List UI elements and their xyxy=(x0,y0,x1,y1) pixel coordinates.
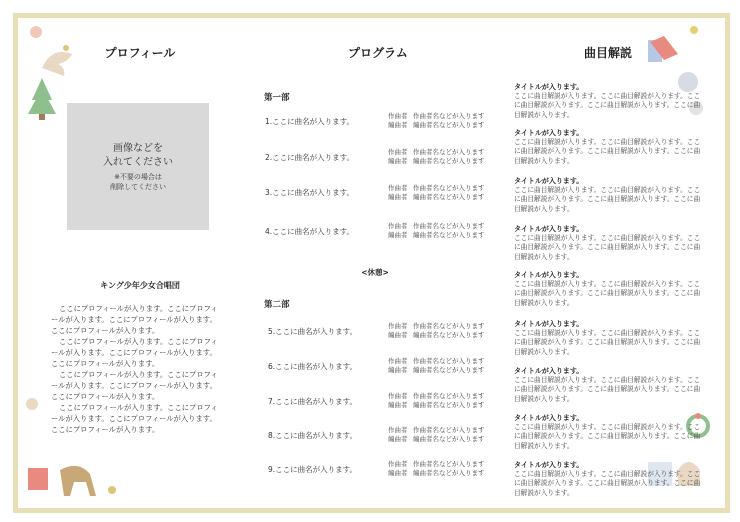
composer-line xyxy=(388,460,485,469)
note-body: ここに曲目解説が入ります。ここに曲目解説が入ります。ここに曲目解説が入ります。ここに曲目解説が入ります。ここに曲目解説が入ります。 xyxy=(514,329,701,356)
song-credit xyxy=(388,392,485,409)
arranger-role: 編曲者 xyxy=(388,120,408,129)
note-body: ここに曲目解説が入ります。ここに曲目解説が入ります。ここに曲目解説が入ります。ここに曲目解説が入ります。ここに曲目解説が入ります。 xyxy=(514,280,701,307)
note-entry xyxy=(514,414,706,451)
song-title: 8.ここに曲名が入ります。 xyxy=(268,431,358,440)
song-title: 3.ここに曲名が入ります。 xyxy=(265,188,355,197)
song-credit xyxy=(388,148,485,165)
song-credit xyxy=(388,426,485,443)
note-body: ここに曲目解説が入ります。ここに曲目解説が入ります。ここに曲目解説が入ります。ここに曲目解説が入ります。ここに曲目解説が入ります。 xyxy=(514,470,701,497)
note-body: ここに曲目解説が入ります。ここに曲目解説が入ります。ここに曲目解説が入ります。ここに曲目解説が入ります。ここに曲目解説が入ります。 xyxy=(514,423,701,450)
arranger-role: 編曲者 xyxy=(388,330,408,339)
note-title: タイトルが入ります。 xyxy=(514,367,584,375)
song-title: 4.ここに曲名が入ります。 xyxy=(265,227,355,236)
note-body: ここに曲目解説が入ります。ここに曲目解説が入ります。ここに曲目解説が入ります。ここに曲目解説が入ります。ここに曲目解説が入ります。 xyxy=(514,186,701,213)
note-entry xyxy=(514,461,706,498)
composer-name: 作曲者名などが入ります xyxy=(413,460,485,468)
notes-heading: 曲目解説 xyxy=(583,46,632,60)
arranger-line xyxy=(388,469,485,478)
note-body: ここに曲目解説が入ります。ここに曲目解説が入ります。ここに曲目解説が入ります。ここに曲目解説が入ります。ここに曲目解説が入ります。 xyxy=(514,234,701,261)
arranger-name: 編曲者名などが入ります xyxy=(413,330,485,339)
composer-name: 作曲者名などが入ります xyxy=(413,392,485,400)
note-title: タイトルが入ります。 xyxy=(514,320,584,328)
arranger-line xyxy=(388,435,485,444)
composer-role: 作曲者 xyxy=(388,357,408,365)
arranger-line xyxy=(388,121,485,130)
note-title: タイトルが入ります。 xyxy=(514,225,584,233)
arranger-line xyxy=(388,331,485,340)
composer-line xyxy=(388,322,485,331)
note-body: ここに曲目解説が入ります。ここに曲目解説が入ります。ここに曲目解説が入ります。ここに曲目解説が入ります。ここに曲目解説が入ります。 xyxy=(514,92,701,119)
arranger-name: 編曲者名などが入ります xyxy=(413,468,485,477)
composer-line xyxy=(388,148,485,157)
arranger-role: 編曲者 xyxy=(388,192,408,201)
arranger-name: 編曲者名などが入ります xyxy=(413,156,485,165)
composer-name: 作曲者名などが入ります xyxy=(413,357,485,365)
arranger-line xyxy=(388,231,485,240)
song-title: 1.ここに曲名が入ります。 xyxy=(265,117,355,126)
song-credit xyxy=(388,222,485,239)
arranger-line xyxy=(388,401,485,410)
song-credit xyxy=(388,184,485,201)
composer-name: 作曲者名などが入ります xyxy=(413,184,485,192)
arranger-name: 編曲者名などが入ります xyxy=(413,192,485,201)
composer-line xyxy=(388,357,485,366)
image-placeholder-line4: 削除してください xyxy=(110,182,166,191)
note-body: ここに曲目解説が入ります。ここに曲目解説が入ります。ここに曲目解説が入ります。ここに曲目解説が入ります。ここに曲目解説が入ります。 xyxy=(514,376,701,403)
composer-role: 作曲者 xyxy=(388,322,408,330)
song-title: 5.ここに曲名が入ります。 xyxy=(268,327,358,336)
song-title: 2.ここに曲名が入ります。 xyxy=(265,153,355,162)
profile-name: キング少年少女合唱団 xyxy=(100,281,180,290)
composer-line xyxy=(388,184,485,193)
note-body: ここに曲目解説が入ります。ここに曲目解説が入ります。ここに曲目解説が入ります。ここに曲目解説が入ります。ここに曲目解説が入ります。 xyxy=(514,138,701,165)
song-credit xyxy=(388,460,485,477)
composer-line xyxy=(388,426,485,435)
song-title: 9.ここに曲名が入ります。 xyxy=(268,465,358,474)
note-entry xyxy=(514,129,706,166)
song-credit xyxy=(388,112,485,129)
composer-name: 作曲者名などが入ります xyxy=(413,426,485,434)
image-placeholder-line3: ※不要の場合は xyxy=(114,172,162,181)
arranger-line xyxy=(388,366,485,375)
image-placeholder-line2: 入れてください xyxy=(103,156,173,168)
arranger-line xyxy=(388,157,485,166)
composer-line xyxy=(388,222,485,231)
image-placeholder-line1: 画像などを xyxy=(113,142,163,154)
song-credit xyxy=(388,322,485,339)
note-entry xyxy=(514,83,706,120)
note-title: タイトルが入ります。 xyxy=(514,177,584,185)
arranger-role: 編曲者 xyxy=(388,468,408,477)
note-title: タイトルが入ります。 xyxy=(514,461,584,469)
profile-paragraph: ここにプロフィールが入ります。ここにプロフィールが入ります。ここにプロフィールが入ります。ここにプロフィールが入ります。 xyxy=(51,403,218,434)
composer-name: 作曲者名などが入ります xyxy=(413,222,485,230)
composer-role: 作曲者 xyxy=(388,392,408,400)
arranger-role: 編曲者 xyxy=(388,434,408,443)
song-credit xyxy=(388,357,485,374)
note-title: タイトルが入ります。 xyxy=(514,414,584,422)
image-placeholder xyxy=(67,103,209,230)
composer-role: 作曲者 xyxy=(388,148,408,156)
composer-role: 作曲者 xyxy=(388,222,408,230)
composer-name: 作曲者名などが入ります xyxy=(413,322,485,330)
song-title: 7.ここに曲名が入ります。 xyxy=(268,397,358,406)
note-entry xyxy=(514,271,706,308)
composer-line xyxy=(388,112,485,121)
profile-paragraph: ここにプロフィールが入ります。ここにプロフィールが入ります。ここにプロフィールが入ります。ここにプロフィールが入ります。 xyxy=(51,370,218,401)
note-entry xyxy=(514,225,706,262)
note-entry xyxy=(514,320,706,357)
arranger-role: 編曲者 xyxy=(388,230,408,239)
note-title: タイトルが入ります。 xyxy=(514,129,584,137)
composer-name: 作曲者名などが入ります xyxy=(413,148,485,156)
part-one-heading: 第一部 xyxy=(264,93,290,103)
arranger-name: 編曲者名などが入ります xyxy=(413,120,485,129)
arranger-name: 編曲者名などが入ります xyxy=(413,365,485,374)
note-entry xyxy=(514,367,706,404)
composer-line xyxy=(388,392,485,401)
arranger-role: 編曲者 xyxy=(388,156,408,165)
arranger-name: 編曲者名などが入ります xyxy=(413,400,485,409)
note-title: タイトルが入ります。 xyxy=(514,83,584,91)
profile-heading: プロフィール xyxy=(104,46,176,60)
song-title: 6.ここに曲名が入ります。 xyxy=(268,362,358,371)
intermission-label: <休憩> xyxy=(361,268,389,277)
profile-paragraph: ここにプロフィールが入ります。ここにプロフィールが入ります。ここにプロフィールが入ります。ここにプロフィールが入ります。 xyxy=(51,304,218,335)
composer-name: 作曲者名などが入ります xyxy=(413,112,485,120)
note-entry xyxy=(514,177,706,214)
arranger-name: 編曲者名などが入ります xyxy=(413,230,485,239)
arranger-role: 編曲者 xyxy=(388,400,408,409)
arranger-line xyxy=(388,193,485,202)
composer-role: 作曲者 xyxy=(388,184,408,192)
program-heading: プログラム xyxy=(348,46,408,60)
composer-role: 作曲者 xyxy=(388,460,408,468)
arranger-name: 編曲者名などが入ります xyxy=(413,434,485,443)
composer-role: 作曲者 xyxy=(388,112,408,120)
note-title: タイトルが入ります。 xyxy=(514,271,584,279)
arranger-role: 編曲者 xyxy=(388,365,408,374)
part-two-heading: 第二部 xyxy=(264,300,290,310)
profile-body xyxy=(51,303,223,435)
profile-paragraph: ここにプロフィールが入ります。ここにプロフィールが入ります。ここにプロフィールが入ります。ここにプロフィールが入ります。 xyxy=(51,337,218,368)
composer-role: 作曲者 xyxy=(388,426,408,434)
